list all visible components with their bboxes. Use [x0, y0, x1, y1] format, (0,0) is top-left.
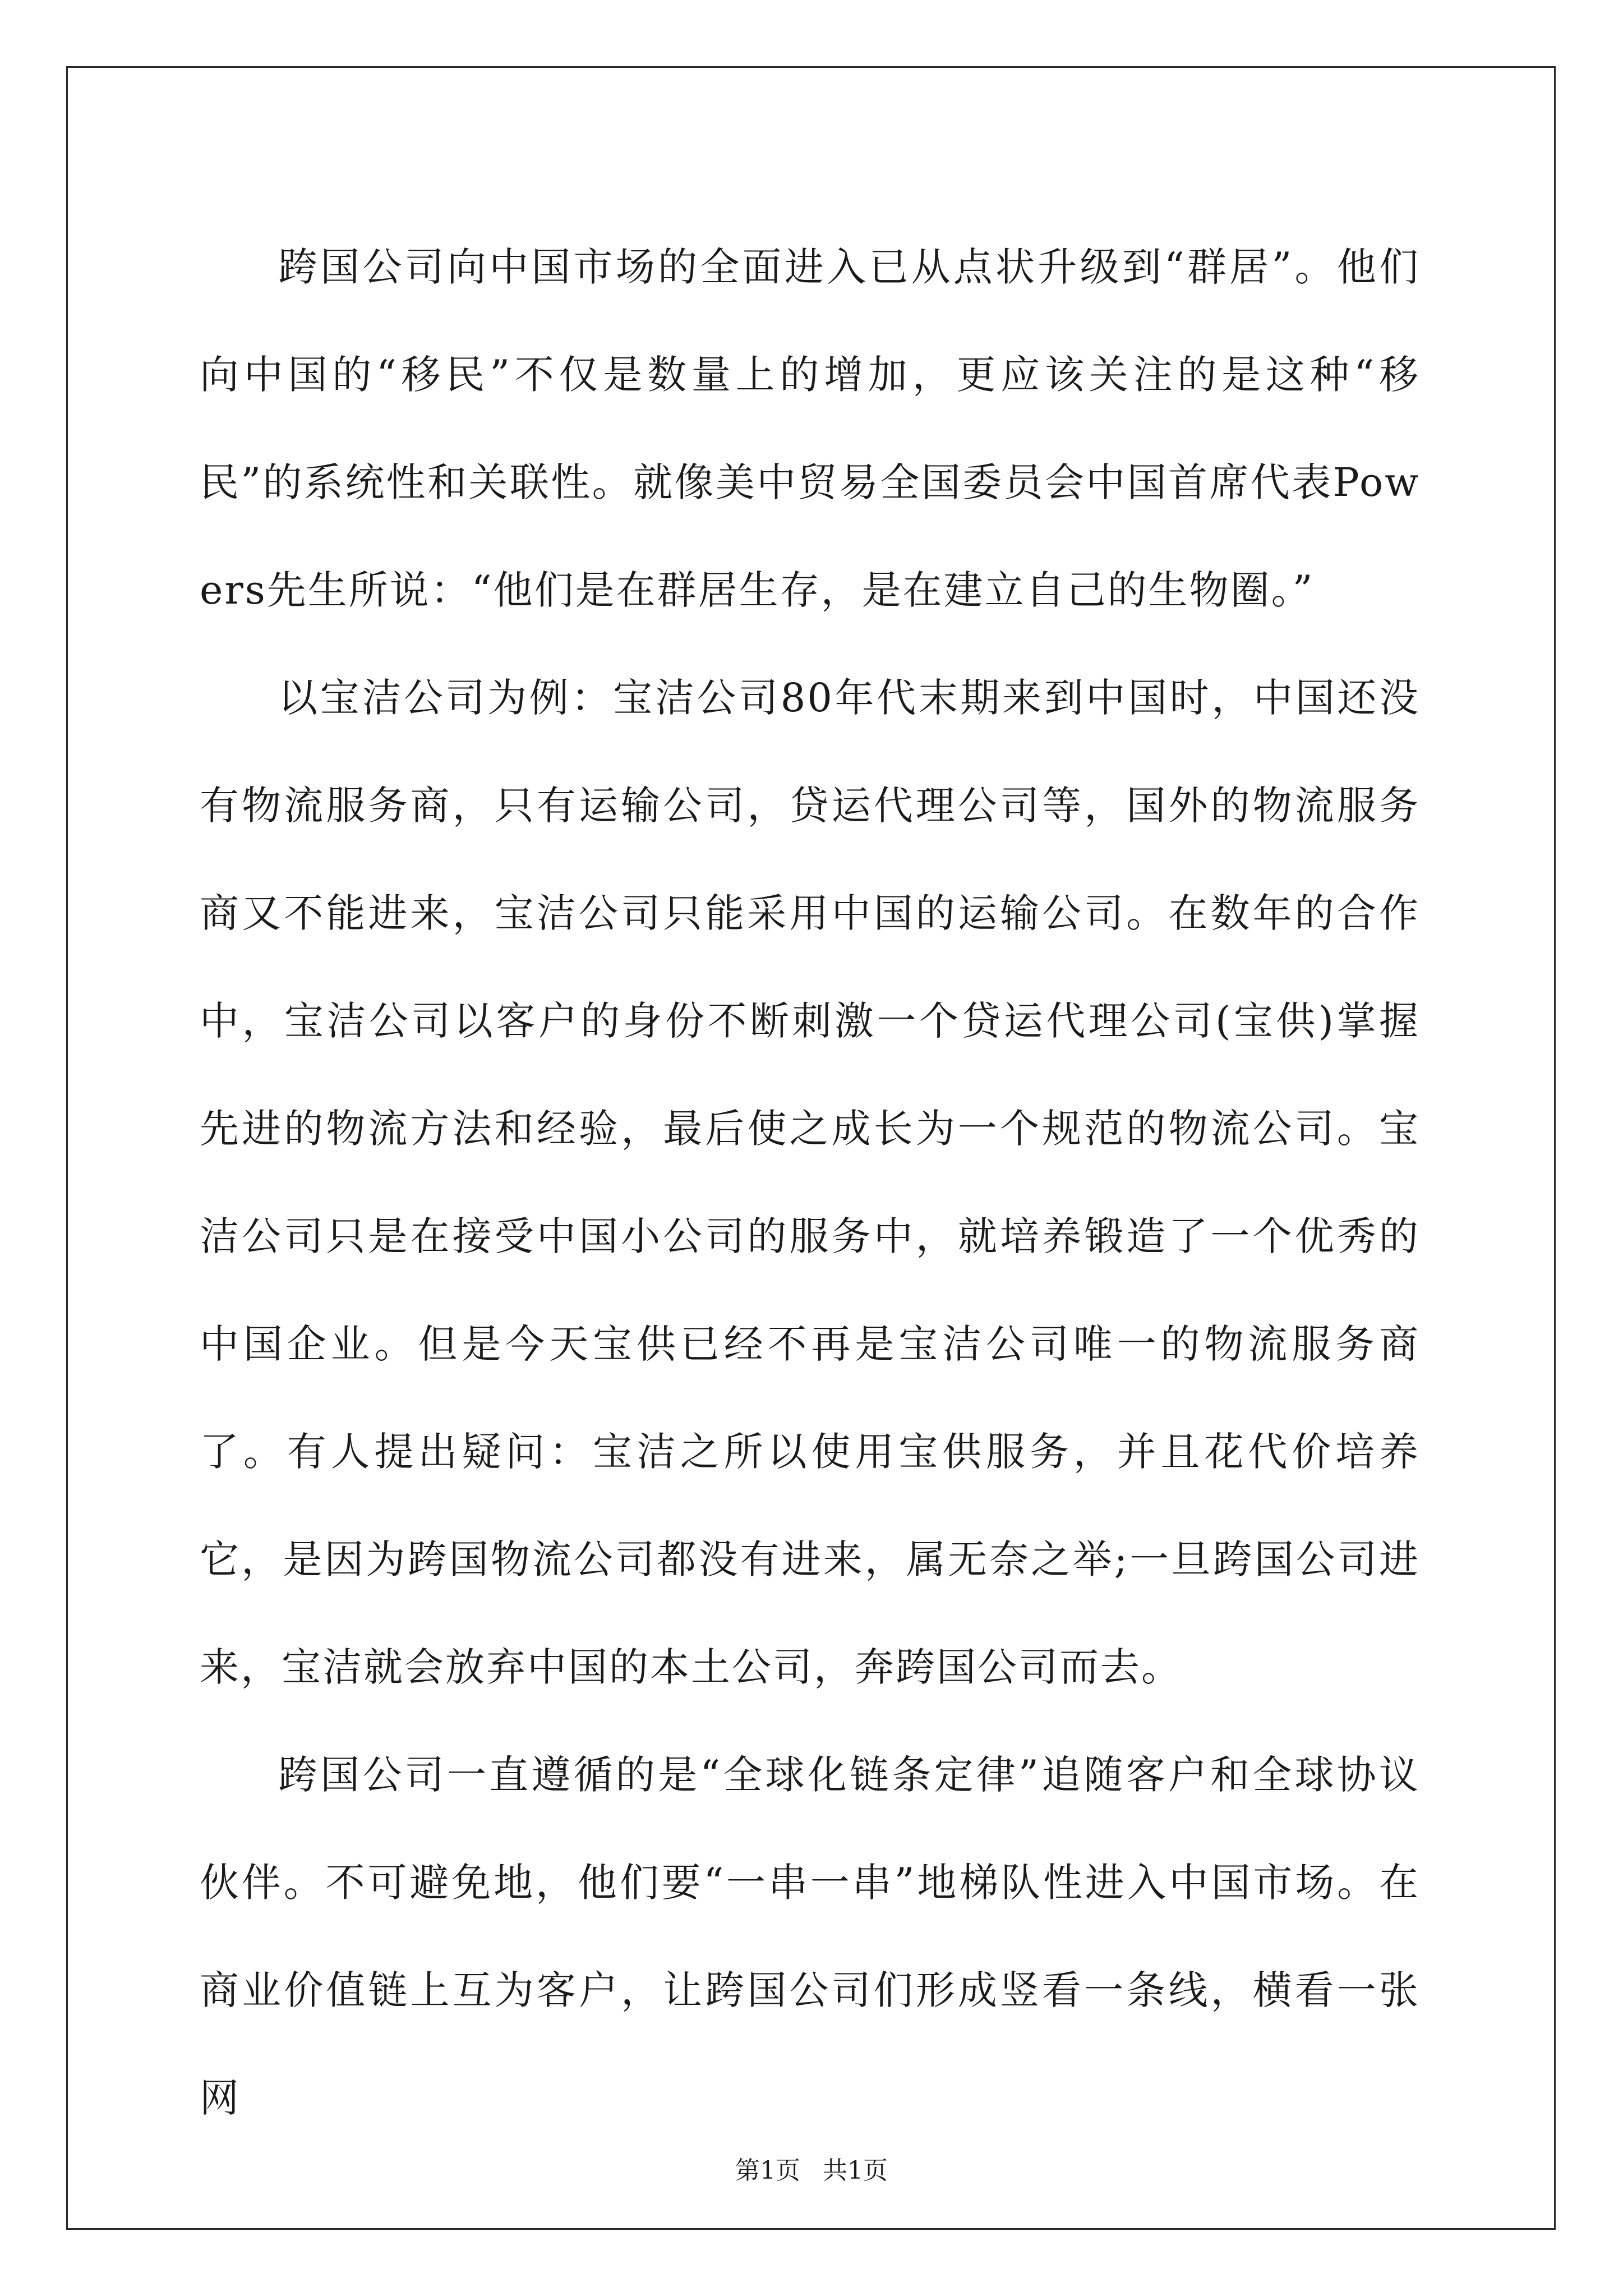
paragraph-1: 跨国公司向中国市场的全面进入已从点状升级到“群居”。他们向中国的“移民”不仅是数量上的增加，更应该关注的是这种“移民”的系统性和关联性。就像美中贸易全国委员会中国首席代表Powers先生所说：“他们是在群居生存，是在建立自己的生物圈。”	[200, 244, 1420, 613]
paragraph-3: 跨国公司一直遵循的是“全球化链条定律”追随客户和全球协议伙伴。不可避免地，他们要“一串一串”地梯队性进入中国市场。在商业价值链上互为客户，让跨国公司们形成竖看一条线，横看一张网	[200, 1752, 1420, 2121]
page-number: 第1页	[735, 2156, 800, 2185]
page-footer	[0, 2154, 1623, 2188]
document-body	[200, 213, 1420, 2152]
page-total: 共1页	[823, 2156, 888, 2185]
paragraph-2: 以宝洁公司为例：宝洁公司80年代末期来到中国时，中国还没有物流服务商，只有运输公司，贷运代理公司等，国外的物流服务商又不能进来，宝洁公司只能采用中国的运输公司。在数年的合作中，宝洁公司以客户的身份不断刺激一个贷运代理公司(宝供)掌握先进的物流方法和经验，最后使之成长为一个规范的物流公司。宝洁公司只是在接受中国小公司的服务中，就培养锻造了一个优秀的中国企业。但是今天宝供已经不再是宝洁公司唯一的物流服务商了。有人提出疑问：宝洁之所以使用宝供服务，并且花代价培养它，是因为跨国物流公司都没有进来，属无奈之举;一旦跨国公司进来，宝洁就会放弃中国的本土公司，奔跨国公司而去。	[200, 675, 1420, 1690]
